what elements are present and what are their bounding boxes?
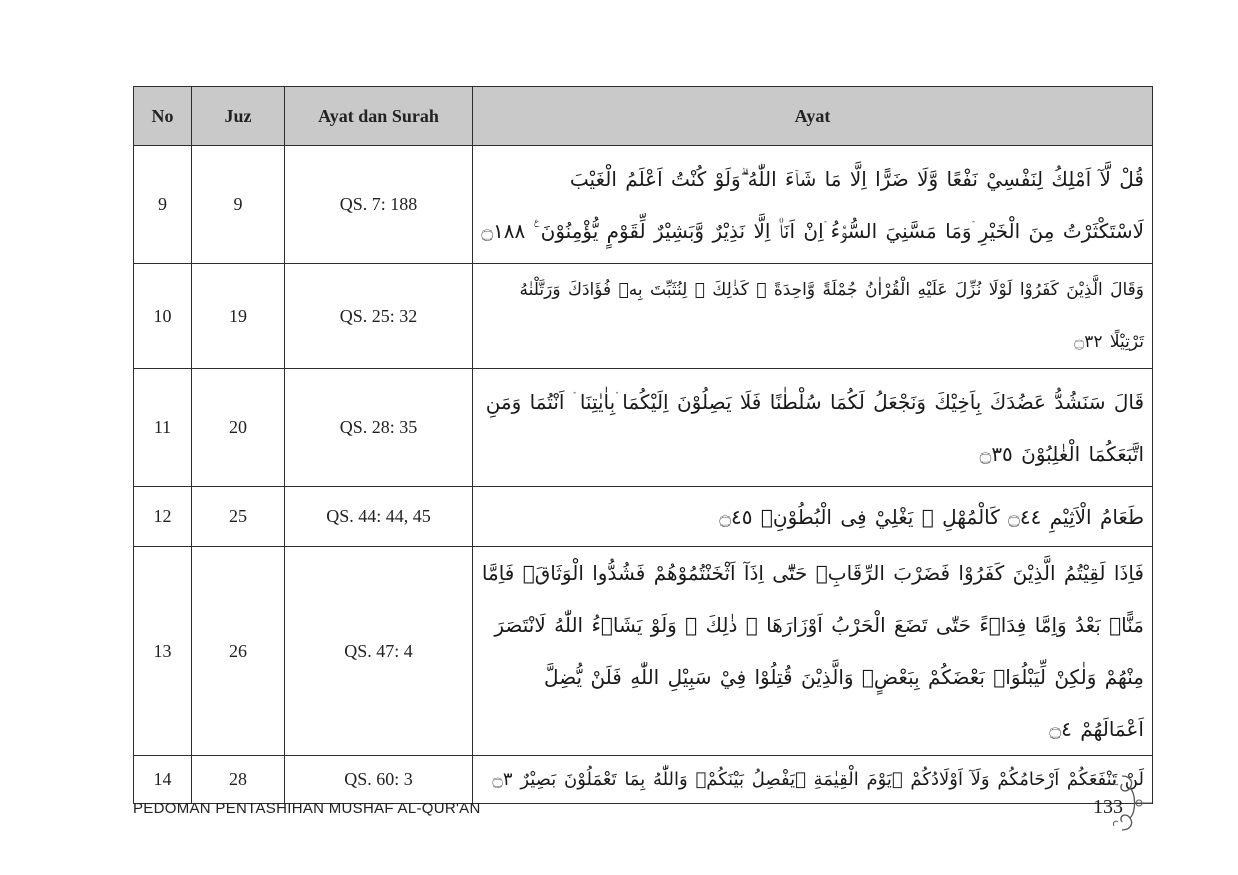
table-row: [134, 264, 1153, 369]
row-no: 10: [134, 264, 192, 369]
row-ayat-text: فَاِذَا لَقِيْتُمُ الَّذِيْنَ كَفَرُوْا فَضَرْبَ الرِّقَابِۗ حَتّٰٓى اِذَآ اَثْخَنْتُمُوْهُمْ فَشُدُّوا الْوَثَاقَۖ فَاِمَّا مَنًّاۢ بَعْدُ وَاِمَّا فِدَاۤءً حَتّٰى تَضَعَ الْحَرْبُ اَوْزَارَهَا ۛ ذٰلِكَ ۛ وَلَوْ يَشَاۤءُ اللّٰهُ لَانْتَصَرَ مِنْهُمْ وَلٰكِنْ لِّيَبْلُوَا۟ بَعْضَكُمْ بِبَعْضٍۗ وَالَّذِيْنَ قُتِلُوْا فِيْ سَبِيْلِ اللّٰهِ فَلَنْ يُّضِلَّ اَعْمَالَهُمْ ۝٤: [473, 547, 1153, 756]
row-ayat-text: وَقَالَ الَّذِيْنَ كَفَرُوْا لَوْلَا نُزِّلَ عَلَيْهِ الْقُرْاٰنُ جُمْلَةً وَّاحِدَةً ۛ كَذٰلِكَ ۛ لِنُثَبِّتَ بِهٖ فُؤَادَكَ وَرَتَّلْنٰهُ تَرْتِيْلًا ۝٣٢: [473, 264, 1153, 369]
table-row: [134, 146, 1153, 264]
row-no: 12: [134, 487, 192, 547]
row-no: 14: [134, 756, 192, 804]
page-number: 133: [1093, 796, 1123, 818]
row-ayat-text: لَنْ تَنْفَعَكُمْ اَرْحَامُكُمْ وَلَآ اَوْلَادُكُمْ ۛيَوْمَ الْقِيٰمَةِ ۛيَفْصِلُ بَيْنَكُمْۗ وَاللّٰهُ بِمَا تَعْمَلُوْنَ بَصِيْرٌ ۝٣: [473, 756, 1153, 804]
row-no: 11: [134, 369, 192, 487]
table-row: [134, 487, 1153, 547]
header-juz: Juz: [192, 87, 285, 146]
row-ayat-text: قُلْ لَّآ اَمْلِكُ لِنَفْسِيْ نَفْعًا وَّلَا ضَرًّا اِلَّا مَا شَاۤءَ اللّٰهُ ۗوَلَوْ كُنْتُ اَعْلَمُ الْغَيْبَ لَاسْتَكْثَرْتُ مِنَ الْخَيْرِ ۛوَمَا مَسَّنِيَ السُّوْۤءُ ۛاِنْ اَنَا۠ اِلَّا نَذِيْرٌ وَّبَشِيْرٌ لِّقَوْمٍ يُّؤْمِنُوْنَ ࣖ ۝١٨٨: [473, 146, 1153, 264]
row-juz: 20: [192, 369, 285, 487]
table-row: [134, 756, 1153, 804]
ornament-icon: [1108, 772, 1154, 834]
row-juz: 28: [192, 756, 285, 804]
header-no: No: [134, 87, 192, 146]
table-row: [134, 547, 1153, 756]
ayat-table: [133, 86, 1153, 804]
row-juz: 25: [192, 487, 285, 547]
footer-title: PEDOMAN PENTASHIHAN MUSHAF AL-QUR'AN: [133, 800, 481, 817]
header-ayat: Ayat: [473, 87, 1153, 146]
row-juz: 9: [192, 146, 285, 264]
row-ayat-text: قَالَ سَنَشُدُّ عَضُدَكَ بِاَخِيْكَ وَنَجْعَلُ لَكُمَا سُلْطٰنًا فَلَا يَصِلُوْنَ اِلَيْكُمَا ۛبِاٰيٰتِنَا ۛ اَنْتُمَا وَمَنِ اتَّبَعَكُمَا الْغٰلِبُوْنَ ۝٣٥: [473, 369, 1153, 487]
row-no: 13: [134, 547, 192, 756]
row-surah: QS. 28: 35: [285, 369, 473, 487]
table-row: [134, 369, 1153, 487]
header-ayat-dan-surah: Ayat dan Surah: [285, 87, 473, 146]
row-no: 9: [134, 146, 192, 264]
row-surah: QS. 7: 188: [285, 146, 473, 264]
row-surah: QS. 25: 32: [285, 264, 473, 369]
row-ayat-text: طَعَامُ الْاَثِيْمِ ۝٤٤ كَالْمُهْلِ ۛ يَغْلِيْ فِى الْبُطُوْنِۙ ۝٤٥: [473, 487, 1153, 547]
table-header-row: [134, 87, 1153, 146]
row-surah: QS. 44: 44, 45: [285, 487, 473, 547]
row-surah: QS. 47: 4: [285, 547, 473, 756]
row-surah: QS. 60: 3: [285, 756, 473, 804]
row-juz: 26: [192, 547, 285, 756]
row-juz: 19: [192, 264, 285, 369]
